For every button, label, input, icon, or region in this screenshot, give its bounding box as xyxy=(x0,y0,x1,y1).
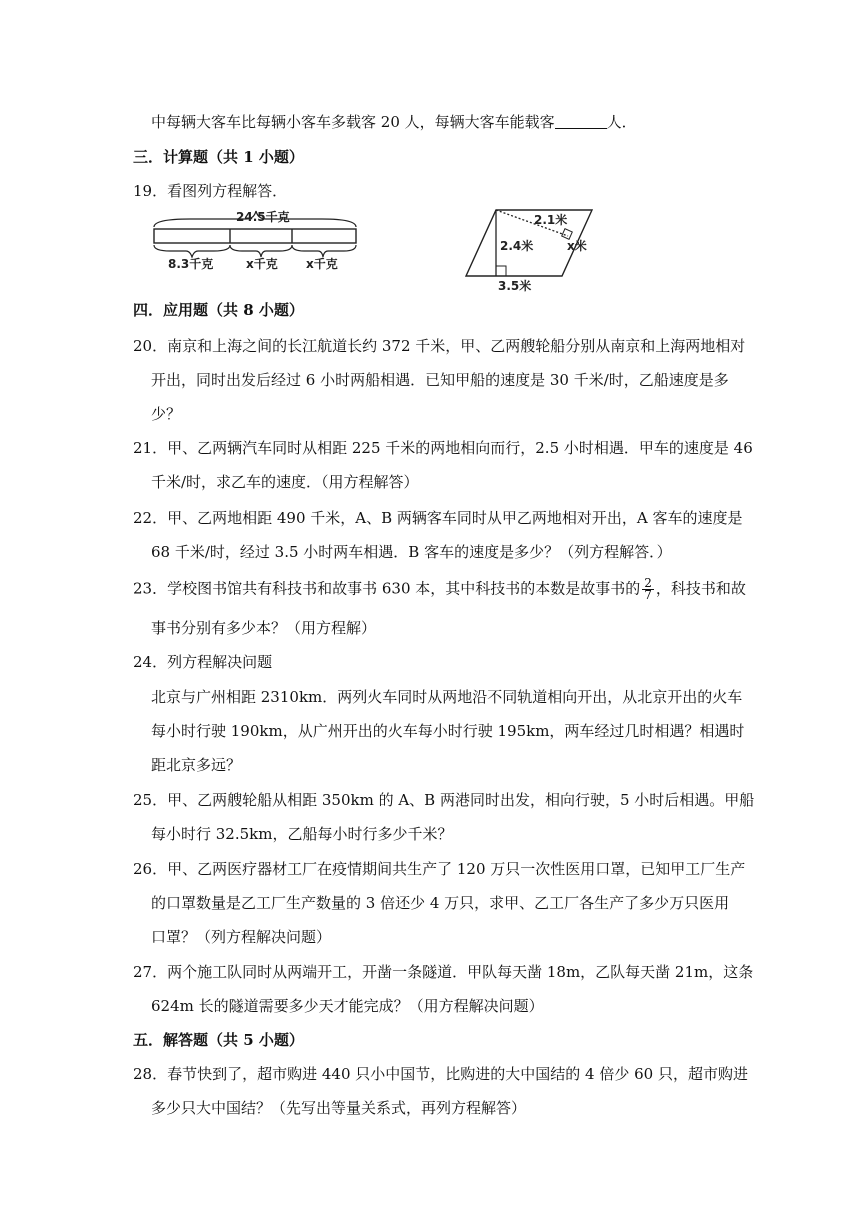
base-label: 3.5米 xyxy=(498,279,532,293)
section-heading-3: 三．计算题（共 1 小题） xyxy=(133,148,304,166)
section-heading-5: 五．解答题（共 5 小题） xyxy=(133,1031,304,1049)
question-25-line1: 25．甲、乙两艘轮船从相距 350km 的 A、B 两港同时出发，相向行驶，5 小时后相遇。甲船 xyxy=(133,791,755,809)
question-23-line2: 事书分别有多少本？（用方程解） xyxy=(151,619,377,637)
question-22-line1: 22．甲、乙两地相距 490 千米，A、B 两辆客车同时从甲乙两地相对开出，A 客车的速度是 xyxy=(133,509,743,527)
segment-label-1: 8.3千克 xyxy=(168,257,214,270)
question-21-line2: 千米/时，求乙车的速度．（用方程解答） xyxy=(151,473,419,491)
question-24-line1: 北京与广州相距 2310km．两列火车同时从两地沿不同轨道相向开出，从北京开出的火车 xyxy=(151,688,743,706)
question-24-line3: 距北京多远？ xyxy=(151,756,242,774)
segment-label-2: x千克 xyxy=(246,257,278,270)
side-label: 2.1米 xyxy=(534,213,568,227)
segment-label-3: x千克 xyxy=(306,257,338,270)
question-25-line2: 每小时行 32.5km，乙船每小时行多少千米？ xyxy=(151,825,453,843)
total-label: 24.5千克 xyxy=(236,210,290,224)
question-26-line3: 口罩？（列方程解决问题） xyxy=(151,928,332,946)
question-20-line1: 20．南京和上海之间的长江航道长约 372 千米，甲、乙两艘轮船分别从南京和上海两地相对 xyxy=(133,337,746,355)
x-label: x米 xyxy=(567,239,587,253)
question-20-line2: 开出，同时出发后经过 6 小时两船相遇．已知甲船的速度是 30 千米/时，乙船速度是多 xyxy=(151,371,729,389)
height-label: 2.4米 xyxy=(500,239,534,253)
bar xyxy=(154,229,356,243)
question-22-line2: 68 千米/时，经过 3.5 小时两车相遇．B 客车的速度是多少？（列方程解答．） xyxy=(151,543,672,561)
question-24-title: 24．列方程解决问题 xyxy=(133,653,273,671)
parallelogram-diagram xyxy=(462,204,602,294)
question-27-line2: 624m 长的隧道需要多少天才能完成？（用方程解决问题） xyxy=(151,997,544,1015)
question-28-line2: 多少只大中国结？（先写出等量关系式，再列方程解答） xyxy=(151,1099,527,1117)
question-26-line2: 的口罩数量是乙工厂生产数量的 3 倍还少 4 万只，求甲、乙工厂各生产了多少万只医用 xyxy=(151,894,730,912)
question-26-line1: 26．甲、乙两医疗器材工厂在疫情期间共生产了 120 万只一次性医用口罩，已知甲工厂生产 xyxy=(133,860,746,878)
question-21-line1: 21．甲、乙两辆汽车同时从相距 225 千米的两地相向而行，2.5 小时相遇．甲车的速度是 46 xyxy=(133,439,753,457)
segment-diagram xyxy=(150,205,362,270)
fraction: $\frac{2}{7}$ xyxy=(644,576,652,602)
q18-continuation: 中每辆大客车比每辆小客车多载客 20 人，每辆大客车能载客 人． xyxy=(151,113,637,131)
question-19: 19．看图列方程解答． xyxy=(133,182,288,200)
question-24-line2: 每小时行驶 190km，从广州开出的火车每小时行驶 195km，两车经过几时相遇？相遇时 xyxy=(151,722,745,740)
answer-blank[interactable] xyxy=(555,114,607,129)
section-heading-4: 四．应用题（共 8 小题） xyxy=(133,301,304,319)
question-20-line3: 少？ xyxy=(151,405,182,423)
question-27-line1: 27．两个施工队同时从两端开工，开凿一条隧道．甲队每天凿 18m，乙队每天凿 21m，这条 xyxy=(133,963,754,981)
question-28-line1: 28．春节快到了，超市购进 440 只小中国节，比购进的大中国结的 4 倍少 60 只，超市购进 xyxy=(133,1065,748,1083)
question-23-line1: 23．学校图书馆共有科技书和故事书 630 本，其中科技书的本数是故事书的 $\frac{2}{7}$ ，科技书和故 xyxy=(133,576,746,602)
